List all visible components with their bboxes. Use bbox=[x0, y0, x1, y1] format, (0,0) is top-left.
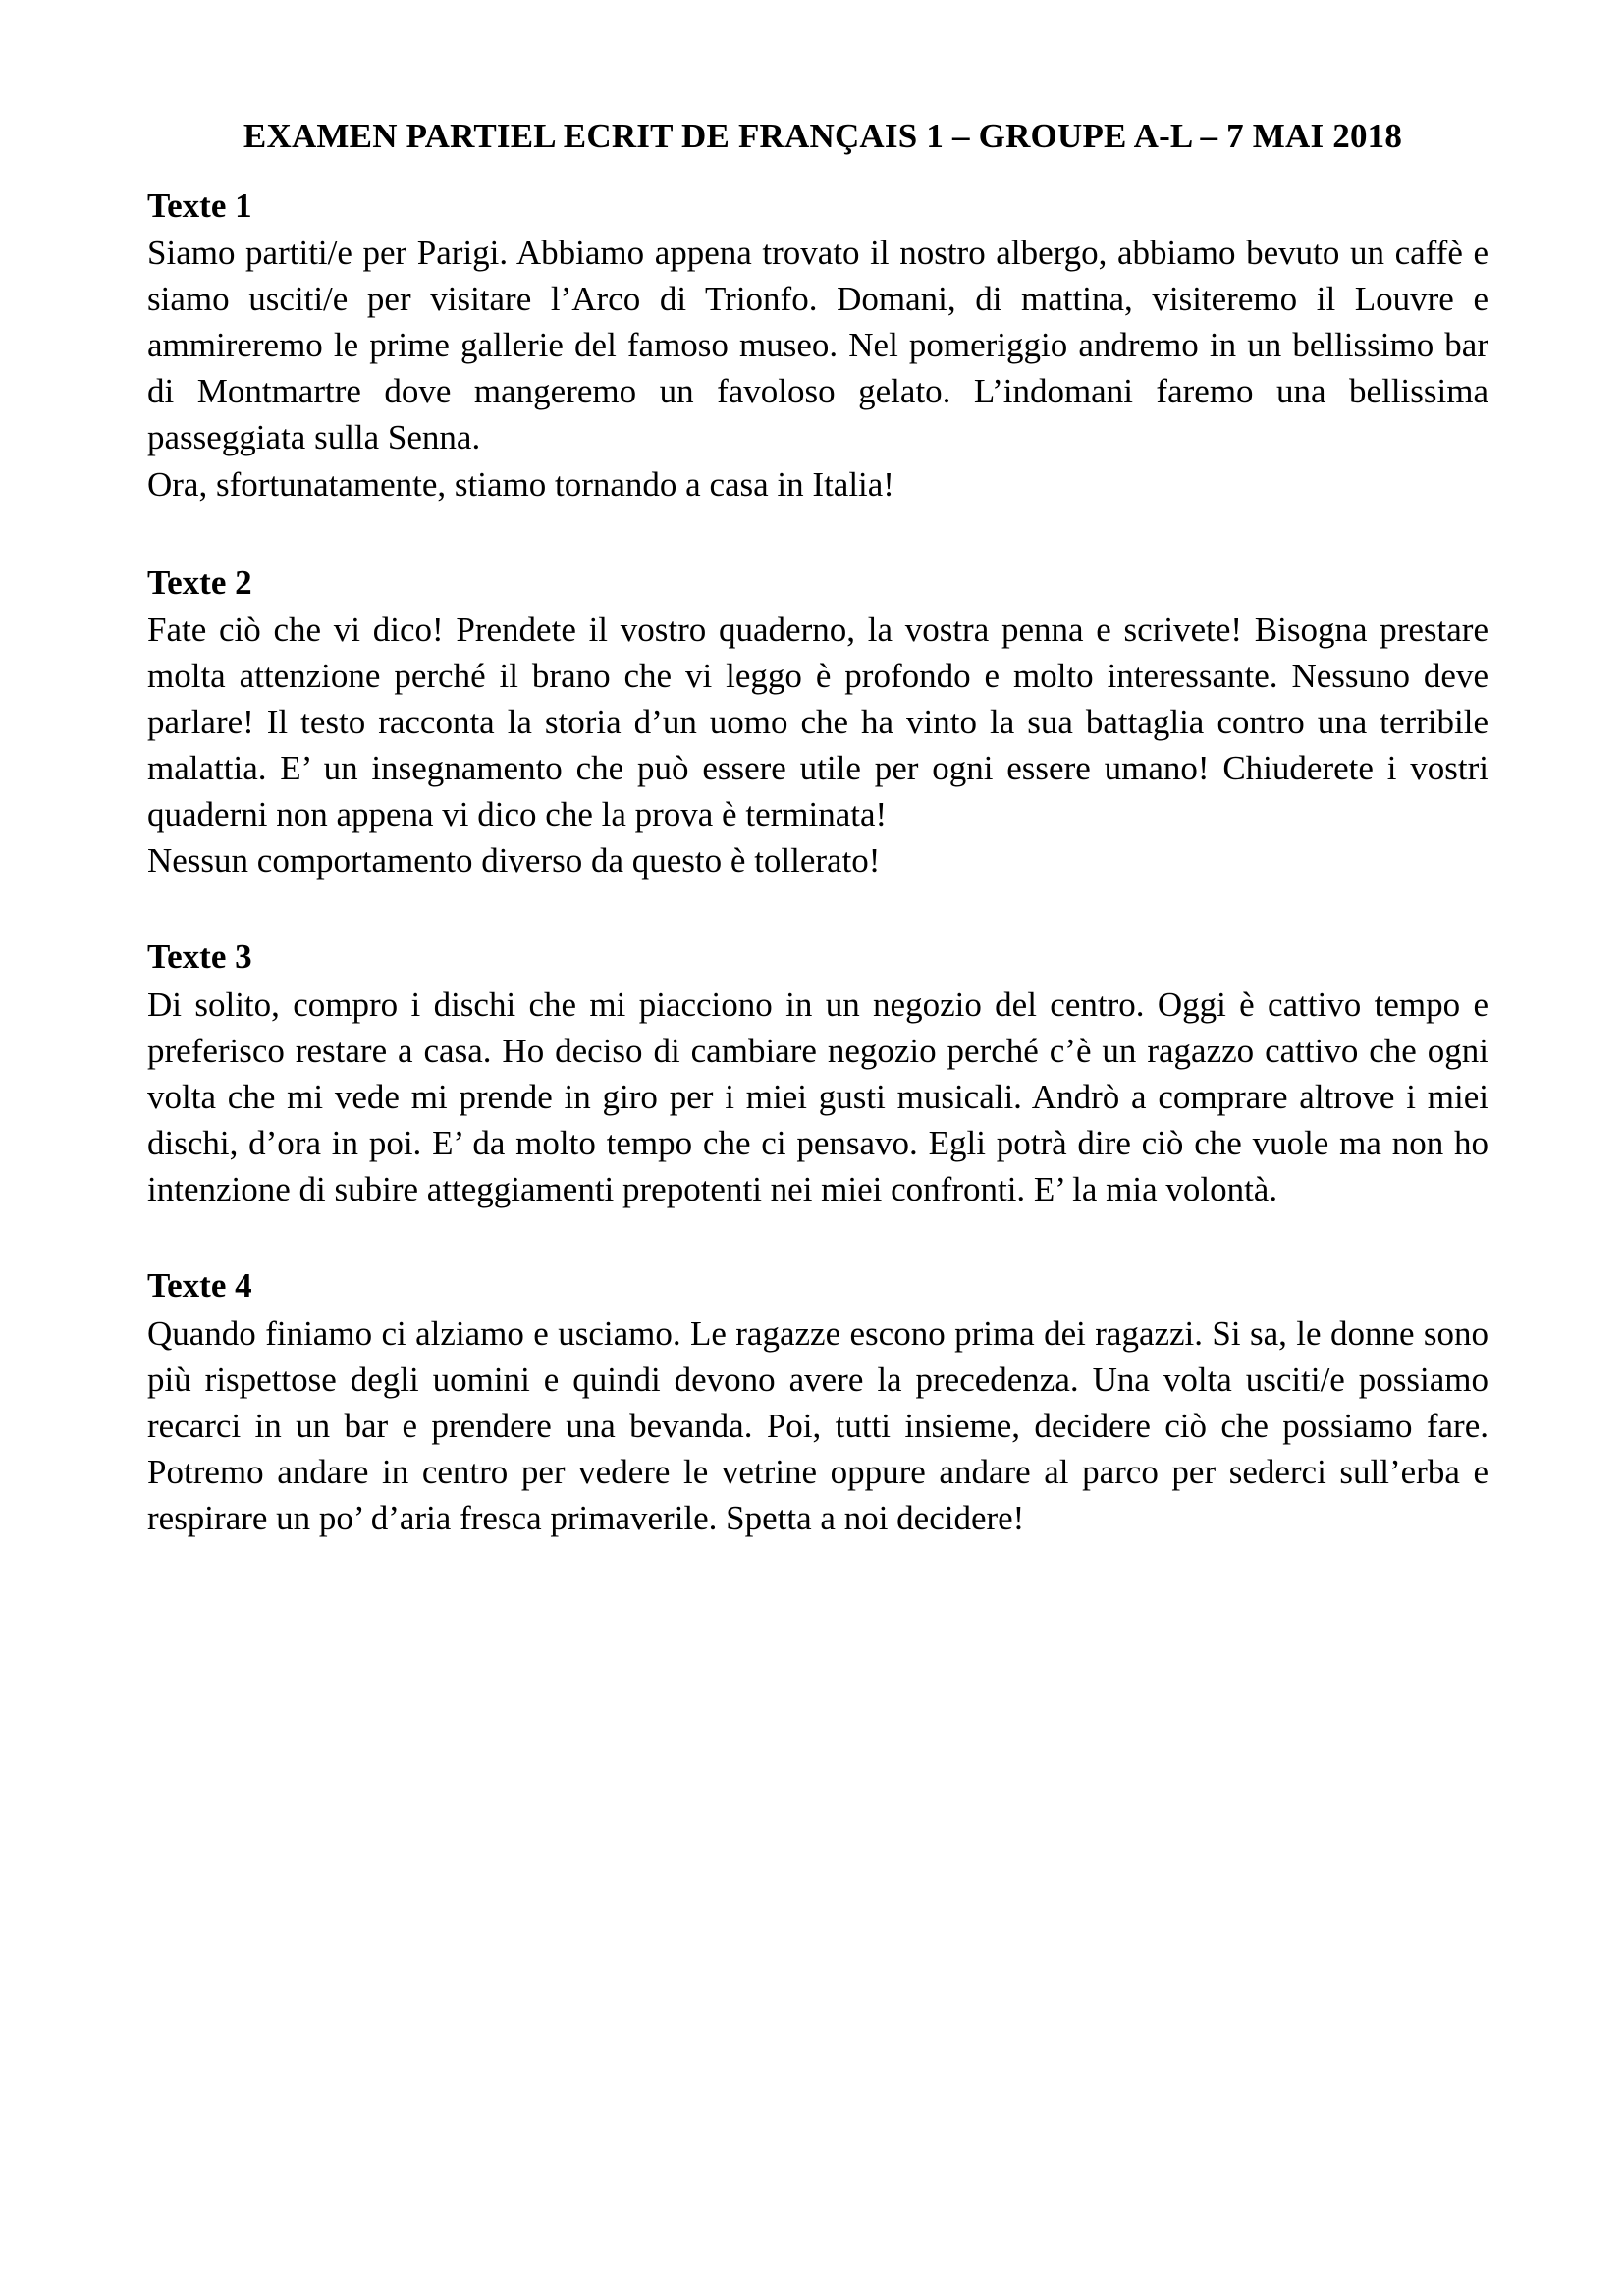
section-body-texte-4: Quando finiamo ci alziamo e usciamo. Le ragazze escono prima dei ragazzi. Si sa, le donne sono più rispettose degli uomini e quindi devono avere la precedenza. Una volta usciti/e possiamo recarci in un bar e prendere una bevanda. Poi, tutti insieme, decidere ciò che possiamo fare. Potremo andare in centro per vedere le vetrine oppure andare al parco per sederci sull’erba e respirare un po’ d’aria fresca primaverile. Spetta a noi decidere! bbox=[147, 1313, 1488, 1537]
section-body-texte-1: Siamo partiti/e per Parigi. Abbiamo appena trovato il nostro albergo, abbiamo bevuto un caffè e siamo usciti/e per visitare l’Arco di Trionfo. Domani, di mattina, visiteremo il Louvre e ammireremo le prime gallerie del famoso museo. Nel pomeriggio andremo in un bellissimo bar di Montmartre dove mangeremo un favoloso gelato. L’indomani faremo una bellissima passeggiata sulla Senna. bbox=[147, 234, 1488, 457]
section-texte-3 bbox=[147, 934, 1488, 1212]
section-body-texte-2: Fate ciò che vi dico! Prendete il vostro quaderno, la vostra penna e scrivete! Bisogna prestare molta attenzione perché il brano che vi leggo è profondo e molto interessante. Nessuno deve parlare! Il testo racconta la storia d’un uomo che ha vinto la sua battaglia contro una terribile malattia. E’ un insegnamento che può essere utile per ogni essere umano! Chiuderete i vostri quaderni non appena vi dico che la prova è terminata! bbox=[147, 611, 1488, 834]
section-spacer-3 bbox=[147, 1212, 1488, 1263]
section-heading-texte-3: Texte 3 bbox=[147, 937, 252, 977]
page-title: EXAMEN PARTIEL ECRIT DE FRANÇAIS 1 – GROUPE A-L – 7 MAI 2018 bbox=[243, 117, 1403, 155]
section-spacer-1 bbox=[147, 507, 1488, 561]
section-tail-texte-2: Nessun comportamento diverso da questo è tollerato! bbox=[147, 841, 881, 881]
section-heading-texte-4: Texte 4 bbox=[147, 1266, 252, 1306]
section-tail-texte-1: Ora, sfortunatamente, stiamo tornando a casa in Italia! bbox=[147, 464, 894, 504]
section-body-texte-3: Di solito, compro i dischi che mi piacciono in un negozio del centro. Oggi è cattivo tempo e preferisco restare a casa. Ho deciso di cambiare negozio perché c’è un ragazzo cattivo che ogni volta che mi vede mi prende in giro per i miei gusti musicali. Andrò a comprare altrove i miei dischi, d’ora in poi. E’ da molto tempo che ci pensavo. Egli potrà dire ciò che vuole ma non ho intenzione di subire atteggiamenti prepotenti nei miei confronti. E’ la mia volontà. bbox=[147, 985, 1488, 1209]
section-texte-2 bbox=[147, 561, 1488, 884]
section-heading-texte-2: Texte 2 bbox=[147, 562, 252, 602]
document-content bbox=[147, 116, 1488, 1541]
section-spacer-2 bbox=[147, 883, 1488, 934]
section-texte-4 bbox=[147, 1263, 1488, 1541]
section-texte-1 bbox=[147, 184, 1488, 507]
section-heading-texte-1: Texte 1 bbox=[147, 186, 252, 225]
